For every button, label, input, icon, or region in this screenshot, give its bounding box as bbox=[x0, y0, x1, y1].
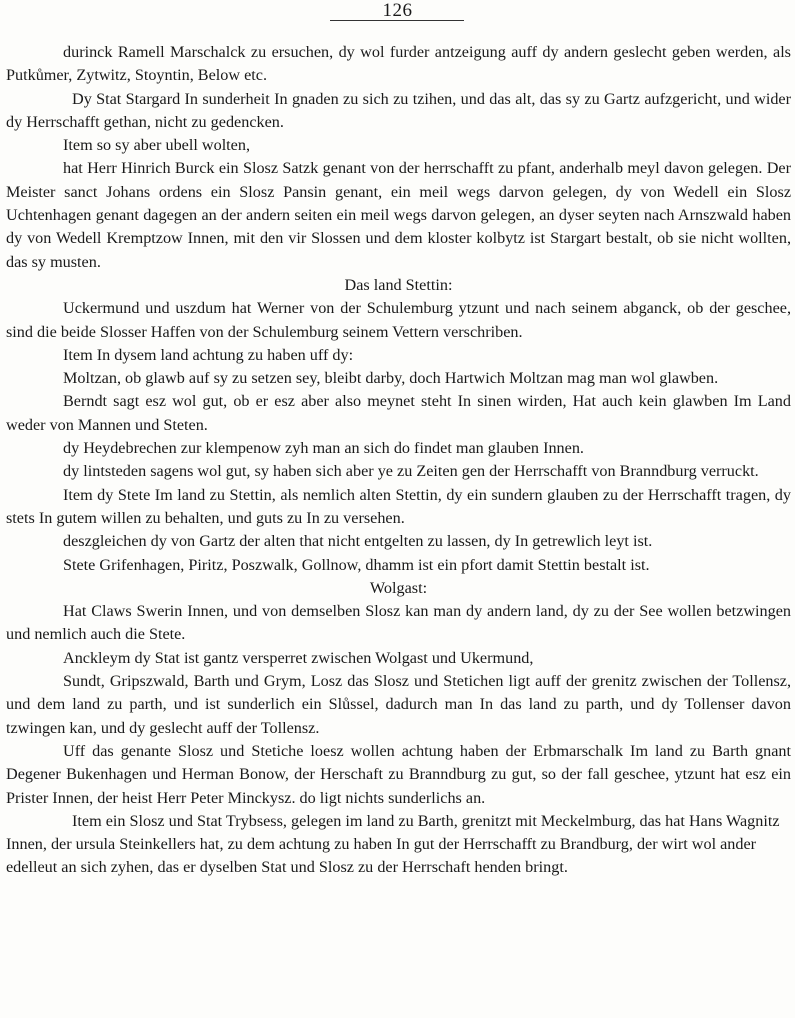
section-heading: Wolgast: bbox=[369, 578, 428, 597]
paragraph: deszgleichen dy von Gartz der alten that nicht entgelten zu lassen, dy In getrewlich leyt ist. bbox=[63, 532, 653, 551]
paragraph: Dy Stat Stargard In sunderheit In gnaden zu sich zu tzihen, und das alt, das sy zu Gartz aufzgericht, und wider dy Herrschafft gethan, nicht zu gedencken. bbox=[6, 89, 791, 131]
paragraph: Moltzan, ob glawb auf sy zu setzen sey, bleibt darby, doch Hartwich Moltzan mag man wol glawben. bbox=[63, 369, 719, 388]
paragraph: Uckermund und uszdum hat Werner von der Schulemburg ytzunt und nach seinem abganck, ob der geschee, sind die beide Slosser Haffen von der Schulemburg seinem Vettern verschriben. bbox=[6, 299, 791, 341]
paragraph: Item so sy aber ubell wolten, bbox=[63, 136, 251, 155]
paragraph: durinck Ramell Marschalck zu ersuchen, dy wol furder antzeigung auff dy andern geslecht geben werden, als Putkůmer, Zytwitz, Stoyntin, Below etc. bbox=[6, 43, 791, 85]
paragraph: Anckleym dy Stat ist gantz versperret zwischen Wolgast und Ukermund, bbox=[63, 648, 534, 667]
paragraph: Berndt sagt esz wol gut, ob er esz aber also meynet steht In sinen wirden, Hat auch kein glawben Im Land weder von Mannen und Steten. bbox=[6, 392, 791, 434]
section-heading: Das land Stettin: bbox=[344, 275, 453, 294]
paragraph: Stete Grifenhagen, Piritz, Poszwalk, Gollnow, dhamm ist ein pfort damit Stettin bestalt ist. bbox=[63, 555, 650, 574]
paragraph: Item dy Stete Im land zu Stettin, als nemlich alten Stettin, dy ein sundern glauben zu der Herrschafft tragen, dy stets In gutem willen zu behalten, und guts zu In zu versehen. bbox=[6, 485, 791, 527]
document-body bbox=[6, 41, 791, 880]
paragraph: Item ein Slosz und Stat Trybsess, gelegen im land zu Barth, grenitzt mit Meckelmburg, das hat Hans Wagnitz Innen, der ursula Steinkellers hat, zu dem achtung zu haben In gut der Herrschafft zu Brandburg, der wirt wol ander edelleut an sich zyhen, das er dyselben Stat und Slosz zu der Herrschaft henden bringt. bbox=[6, 811, 780, 877]
header-rule bbox=[330, 20, 464, 21]
paragraph: hat Herr Hinrich Burck ein Slosz Satzk genant von der herrschafft zu pfant, anderhalb meyl davon gelegen. Der Meister sanct Johans ordens ein Slosz Pansin genant, ein meil wegs darvon gelegen, dy von Wedell ein Slosz Uchtenhagen genant dagegen an der andern seiten ein meil wegs darvon gelegen, an dyser seyten nach Arnszwald haben dy von Wedell Kremptzow Innen, mit den vir Slossen und dem kloster kolbytz ist Stargart bestalt, ob sie nicht wollten, das sy musten. bbox=[6, 159, 791, 271]
paragraph: dy lintsteden sagens wol gut, sy haben sich aber ye zu Zeiten gen der Herrschafft von Branndburg verruckt. bbox=[63, 462, 759, 481]
paragraph: Sundt, Gripszwald, Barth und Grym, Losz das Slosz und Stetichen ligt auff der grenitz zwischen der Tollensz, und dem land zu parth, und ist sunderlich ein Slůssel, dadurch man In das land zu parth, und dy Tollenser davon tzwingen kan, und dy geslecht auff der Tollensz. bbox=[6, 672, 791, 737]
page-number: 126 bbox=[382, 0, 413, 21]
paragraph: Uff das genante Slosz und Stetiche loesz wollen achtung haben der Erbmarschalk Im land zu Barth gnant Degener Bukenhagen und Herman Bonow, der Herschaft zu Branndburg zu gut, so der fall geschee, ytzunt hat esz ein Prister Innen, der heist Herr Peter Minckysz. do ligt nichts sunderlichs an. bbox=[6, 741, 791, 807]
paragraph: dy Heydebrechen zur klempenow zyh man an sich do findet man glauben Innen. bbox=[63, 439, 584, 458]
paragraph: Item In dysem land achtung zu haben uff dy: bbox=[63, 345, 354, 364]
paragraph: Hat Claws Swerin Innen, und von demselben Slosz kan man dy andern land, dy zu der See wollen betzwingen und nemlich auch die Stete. bbox=[6, 602, 791, 644]
